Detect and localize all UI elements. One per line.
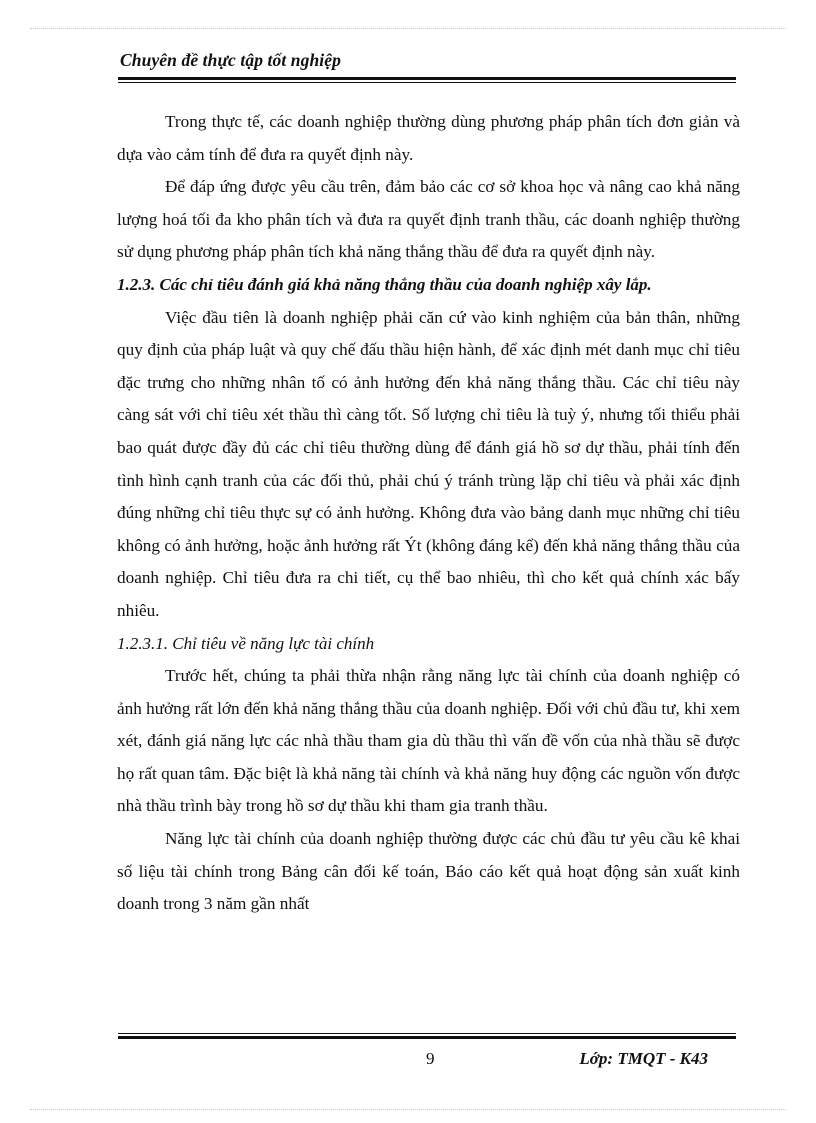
paragraph: Trong thực tế, các doanh nghiệp thường dùng phương pháp phân tích đơn giản và dựa vào cảm tính để đưa ra quyết định này. bbox=[117, 112, 740, 164]
class-label: Lớp: TMQT - K43 bbox=[579, 1049, 708, 1068]
paragraph: Năng lực tài chính của doanh nghiệp thường được các chủ đầu tư yêu cầu kê khai số liệu tài chính trong Bảng cân đối kế toán, Báo cáo kết quả hoạt động sản xuất kinh doanh trong 3 năm gần nhất bbox=[117, 829, 740, 914]
page-footer bbox=[118, 1033, 736, 1069]
header-rule bbox=[118, 77, 736, 83]
document-body bbox=[117, 106, 740, 921]
section-heading: 1.2.3. Các chỉ tiêu đánh giá khả năng thắng thầu của doanh nghiệp xây lắp. bbox=[117, 274, 652, 294]
page-header bbox=[118, 50, 736, 83]
paragraph: Việc đầu tiên là doanh nghiệp phải căn cứ vào kinh nghiệm của bản thân, những quy định của pháp luật và quy chế đấu thầu hiện hành, để xác định mét danh mục chỉ tiêu đặc trưng cho những nhân tố có ảnh hưởng đến khả năng thắng thầu. Các chỉ tiêu này càng sát với chỉ tiêu xét thầu thì càng tốt. Số lượng chỉ tiêu là tuỳ ý, nhưng tối thiểu phải bao quát được đầy đủ các chỉ tiêu thường dùng để đánh giá hồ sơ dự thầu, phải tính đến tình hình cạnh tranh của các đối thủ, phải chú ý tránh trùng lặp chỉ tiêu và phải xác định đúng những chỉ tiêu thực sự có ảnh hưởng. Không đưa vào bảng danh mục những chỉ tiêu không có ảnh hưởng, hoặc ảnh hưởng rất Ýt (không đáng kể) đến khả năng thắng thầu của doanh nghiệp. Chỉ tiêu đưa ra chi tiết, cụ thể bao nhiêu, thì cho kết quả chính xác bấy nhiêu. bbox=[117, 307, 740, 620]
page-number: 9 bbox=[426, 1049, 435, 1068]
paragraph: Trước hết, chúng ta phải thừa nhận rằng năng lực tài chính của doanh nghiệp có ảnh hưởng rất lớn đến khả năng thắng thầu của doanh nghiệp. Đối với chủ đầu tư, khi xem xét, đánh giá năng lực các nhà thầu tham gia dù thầu thì vấn đề vốn của nhà thầu sẽ được họ rất quan tâm. Đặc biệt là khả năng tài chính và khả năng huy động các nguồn vốn được nhà thầu trình bày trong hồ sơ dự thầu khi tham gia tranh thầu. bbox=[117, 666, 740, 816]
subsection-heading: 1.2.3.1. Chỉ tiêu về năng lực tài chính bbox=[117, 633, 375, 653]
header-title: Chuyên đề thực tập tốt nghiệp bbox=[120, 50, 341, 70]
footer-row bbox=[118, 1039, 736, 1069]
paragraph: Để đáp ứng được yêu cầu trên, đảm bảo các cơ sở khoa học và nâng cao khả năng lượng hoá tối đa kho phân tích và đưa ra quyết định tranh thầu, các doanh nghiệp thường sử dụng phương pháp phân tích khả năng thắng thầu để đưa ra quyết định này. bbox=[117, 177, 740, 262]
